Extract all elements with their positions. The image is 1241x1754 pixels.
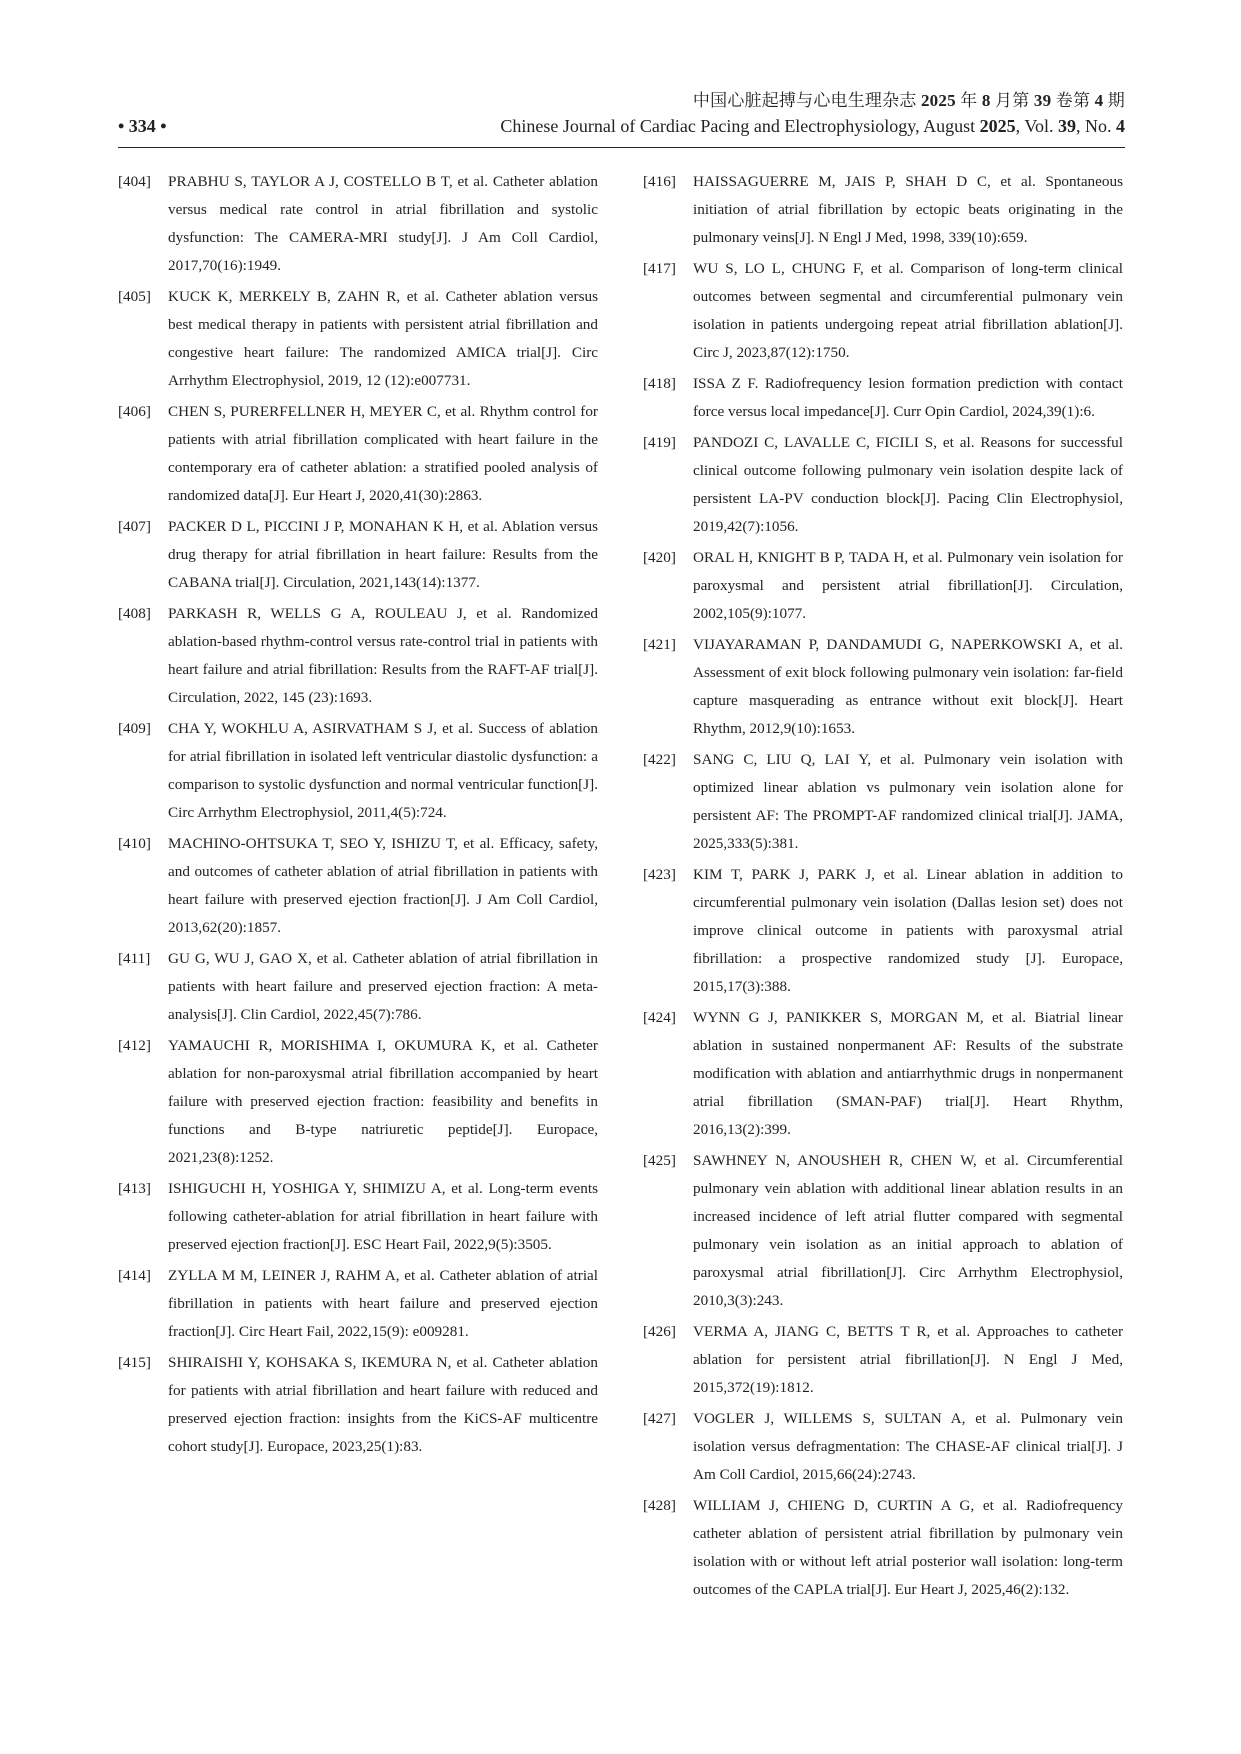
reference-text: SHIRAISHI Y, KOHSAKA S, IKEMURA N, et al. Catheter ablation for patients with atrial fibrillation and heart failure with reduced and preserved ejection fraction: insights from the KiCS-AF multicentre cohort study[J]. Europace, 2023,25(1):83. (168, 1354, 598, 1455)
volume-en: 39 (1058, 116, 1076, 136)
reference-number: [405] (118, 288, 151, 305)
reference-item (118, 1032, 598, 1172)
reference-text: MACHINO-OHTSUKA T, SEO Y, ISHIZU T, et al. Efficacy, safety, and outcomes of catheter ablation of atrial fibrillation in patients with heart failure with preserved ejection fraction[J]. J Am Coll Cardiol, 2013,62(20):1857. (168, 835, 598, 936)
reference-text: YAMAUCHI R, MORISHIMA I, OKUMURA K, et al. Catheter ablation for non-paroxysmal atrial fibrillation accompanied by heart failure with preserved ejection fraction: feasibility and benefits in functions and B-type natriuretic peptide[J]. Europace, 2021,23(8):1252. (168, 1037, 598, 1166)
reference-item (118, 1349, 598, 1461)
reference-text: KUCK K, MERKELY B, ZAHN R, et al. Catheter ablation versus best medical therapy in patients with persistent atrial fibrillation and congestive heart failure: The randomized AMICA trial[J]. Circ Arrhythm Electrophysiol, 2019, 12 (12):e007731. (168, 288, 598, 389)
reference-number: [418] (643, 375, 676, 392)
reference-number: [419] (643, 434, 676, 451)
journal-name-cn: 中国心脏起搏与心电生理杂志 (692, 91, 921, 110)
reference-text: WYNN G J, PANIKKER S, MORGAN M, et al. Biatrial linear ablation in sustained nonpermanent AF: Results of the substrate modification with ablation and antiarrhythmic drugs in nonpermanent atrial fibrillation (SMAN-PAF) trial[J]. Heart Rhythm, 2016,13(2):399. (693, 1009, 1123, 1138)
reference-text: CHEN S, PURERFELLNER H, MEYER C, et al. Rhythm control for patients with atrial fibrillation complicated with heart failure in the contemporary era of catheter ablation: a stratified pooled analysis of randomized data[J]. Eur Heart J, 2020,41(30):2863. (168, 403, 598, 504)
reference-text: WILLIAM J, CHIENG D, CURTIN A G, et al. Radiofrequency catheter ablation of persistent atrial fibrillation by pulmonary vein isolation with or without left atrial posterior wall isolation: long-term outcomes of the CAPLA trial[J]. Eur Heart J, 2025,46(2):132. (693, 1497, 1123, 1598)
reference-number: [408] (118, 605, 151, 622)
reference-item (643, 370, 1123, 426)
reference-item (643, 544, 1123, 628)
reference-number: [411] (118, 950, 151, 967)
reference-text: VIJAYARAMAN P, DANDAMUDI G, NAPERKOWSKI A, et al. Assessment of exit block following pulmonary vein isolation: far-field capture masquerading as entrance without exit block[J]. Heart Rhythm, 2012,9(10):1653. (693, 636, 1123, 737)
reference-number: [416] (643, 173, 676, 190)
reference-item (118, 283, 598, 395)
volume-suffix-cn: 卷第 (1051, 91, 1095, 110)
month-cn: 8 (981, 91, 991, 110)
reference-number: [428] (643, 1497, 676, 1514)
reference-text: ISHIGUCHI H, YOSHIGA Y, SHIMIZU A, et al. Long-term events following catheter-ablation for atrial fibrillation in heart failure with preserved ejection fraction[J]. ESC Heart Fail, 2022,9(5):3505. (168, 1180, 598, 1253)
reference-item (643, 861, 1123, 1001)
reference-item (118, 715, 598, 827)
reference-number: [406] (118, 403, 151, 420)
reference-text: PRABHU S, TAYLOR A J, COSTELLO B T, et al. Catheter ablation versus medical rate control in atrial fibrillation and systolic dysfunction: The CAMERA-MRI study[J]. J Am Coll Cardiol, 2017,70(16):1949. (168, 173, 598, 274)
journal-name-en: Chinese Journal of Cardiac Pacing and Electrophysiology, August (500, 116, 980, 136)
reference-number: [410] (118, 835, 151, 852)
reference-text: KIM T, PARK J, PARK J, et al. Linear ablation in addition to circumferential pulmonary vein isolation (Dallas lesion set) does not improve clinical outcome in patients with paroxysmal atrial fibrillation: a prospective randomized study [J]. Europace, 2015,17(3):388. (693, 866, 1123, 995)
running-header (118, 116, 1125, 144)
reference-text: CHA Y, WOKHLU A, ASIRVATHAM S J, et al. Success of ablation for atrial fibrillation in isolated left ventricular diastolic dysfunction: a comparison to systolic dysfunction and normal ventricular function[J]. Circ Arrhythm Electrophysiol, 2011,4(5):724. (168, 720, 598, 821)
issue-suffix-cn: 期 (1103, 91, 1125, 110)
reference-item (643, 1004, 1123, 1144)
reference-item (118, 830, 598, 942)
year-en: 2025 (979, 116, 1016, 136)
reference-item (643, 429, 1123, 541)
reference-item (118, 1175, 598, 1259)
reference-number: [425] (643, 1152, 676, 1169)
reference-text: PACKER D L, PICCINI J P, MONAHAN K H, et al. Ablation versus drug therapy for atrial fibrillation in heart failure: Results from the CABANA trial[J]. Circulation, 2021,143(14):1377. (168, 518, 598, 591)
reference-text: SAWHNEY N, ANOUSHEH R, CHEN W, et al. Circumferential pulmonary vein ablation with additional linear ablation results in an increased incidence of left atrial flutter compared with segmental pulmonary vein isolation as an initial approach to ablation of paroxysmal atrial fibrillation[J]. Circ Arrhythm Electrophysiol, 2010,3(3):243. (693, 1152, 1123, 1309)
reference-number: [412] (118, 1037, 151, 1054)
reference-text: ISSA Z F. Radiofrequency lesion formation prediction with contact force versus local impedance[J]. Curr Opin Cardiol, 2024,39(1):6. (693, 375, 1123, 420)
reference-number: [407] (118, 518, 151, 535)
month-suffix-cn: 月第 (990, 91, 1034, 110)
year-suffix-cn: 年 (955, 91, 982, 110)
reference-number: [424] (643, 1009, 676, 1026)
reference-item (118, 513, 598, 597)
reference-number: [415] (118, 1354, 151, 1371)
volume-cn: 39 (1033, 91, 1052, 110)
reference-text: PANDOZI C, LAVALLE C, FICILI S, et al. Reasons for successful clinical outcome following pulmonary vein isolation despite lack of persistent LA-PV conduction block[J]. Pacing Clin Electrophysiol, 2019,42(7):1056. (693, 434, 1123, 535)
reference-text: VERMA A, JIANG C, BETTS T R, et al. Approaches to catheter ablation for persistent atrial fibrillation[J]. N Engl J Med, 2015,372(19):1812. (693, 1323, 1123, 1396)
reference-item (118, 398, 598, 510)
reference-text: ORAL H, KNIGHT B P, TADA H, et al. Pulmonary vein isolation for paroxysmal and persistent atrial fibrillation[J]. Circulation, 2002,105(9):1077. (693, 549, 1123, 622)
reference-item (118, 600, 598, 712)
reference-number: [420] (643, 549, 676, 566)
reference-text: ZYLLA M M, LEINER J, RAHM A, et al. Catheter ablation of atrial fibrillation in patients with heart failure and preserved ejection fraction[J]. Circ Heart Fail, 2022,15(9): e009281. (168, 1267, 598, 1340)
reference-item (643, 1492, 1123, 1604)
reference-number: [413] (118, 1180, 151, 1197)
reference-text: WU S, LO L, CHUNG F, et al. Comparison of long-term clinical outcomes between segmental and circumferential pulmonary vein isolation in patients undergoing repeat atrial fibrillation ablation[J]. Circ J, 2023,87(12):1750. (693, 260, 1123, 361)
reference-text: SANG C, LIU Q, LAI Y, et al. Pulmonary vein isolation with optimized linear ablation vs pulmonary vein isolation alone for persistent AF: The PROMPT-AF randomized clinical trial[J]. JAMA, 2025,333(5):381. (693, 751, 1123, 852)
reference-column-left (118, 168, 598, 1464)
reference-column-right (643, 168, 1123, 1607)
journal-title-en (500, 116, 1125, 137)
header-rule (118, 147, 1125, 148)
reference-number: [423] (643, 866, 676, 883)
reference-item (643, 1147, 1123, 1315)
reference-number: [422] (643, 751, 676, 768)
reference-number: [426] (643, 1323, 676, 1340)
reference-number: [409] (118, 720, 151, 737)
reference-item (643, 1405, 1123, 1489)
reference-number: [414] (118, 1267, 151, 1284)
reference-number: [404] (118, 173, 151, 190)
reference-text: GU G, WU J, GAO X, et al. Catheter ablation of atrial fibrillation in patients with heart failure and preserved ejection fraction: A meta-analysis[J]. Clin Cardiol, 2022,45(7):786. (168, 950, 598, 1023)
reference-item (118, 1262, 598, 1346)
reference-item (643, 1318, 1123, 1402)
issue-en: 4 (1116, 116, 1125, 136)
reference-item (643, 255, 1123, 367)
reference-item (643, 746, 1123, 858)
reference-item (643, 168, 1123, 252)
vol-label: , Vol. (1015, 116, 1058, 136)
no-label: , No. (1076, 116, 1116, 136)
reference-item (643, 631, 1123, 743)
reference-text: PARKASH R, WELLS G A, ROULEAU J, et al. Randomized ablation-based rhythm-control versus rate-control trial in patients with heart failure and atrial fibrillation: Results from the RAFT-AF trial[J]. Circulation, 2022, 145 (23):1693. (168, 605, 598, 706)
issue-cn: 4 (1094, 91, 1104, 110)
reference-number: [417] (643, 260, 676, 277)
year-cn: 2025 (920, 91, 956, 110)
reference-number: [427] (643, 1410, 676, 1427)
page-number: • 334 • (118, 116, 167, 136)
journal-title-cn (693, 86, 1125, 111)
reference-text: HAISSAGUERRE M, JAIS P, SHAH D C, et al. Spontaneous initiation of atrial fibrillation by ectopic beats originating in the pulmonary veins[J]. N Engl J Med, 1998, 339(10):659. (693, 173, 1123, 246)
reference-text: VOGLER J, WILLEMS S, SULTAN A, et al. Pulmonary vein isolation versus defragmentation: The CHASE-AF clinical trial[J]. J Am Coll Cardiol, 2015,66(24):2743. (693, 1410, 1123, 1483)
reference-number: [421] (643, 636, 676, 653)
reference-item (118, 168, 598, 280)
reference-item (118, 945, 598, 1029)
